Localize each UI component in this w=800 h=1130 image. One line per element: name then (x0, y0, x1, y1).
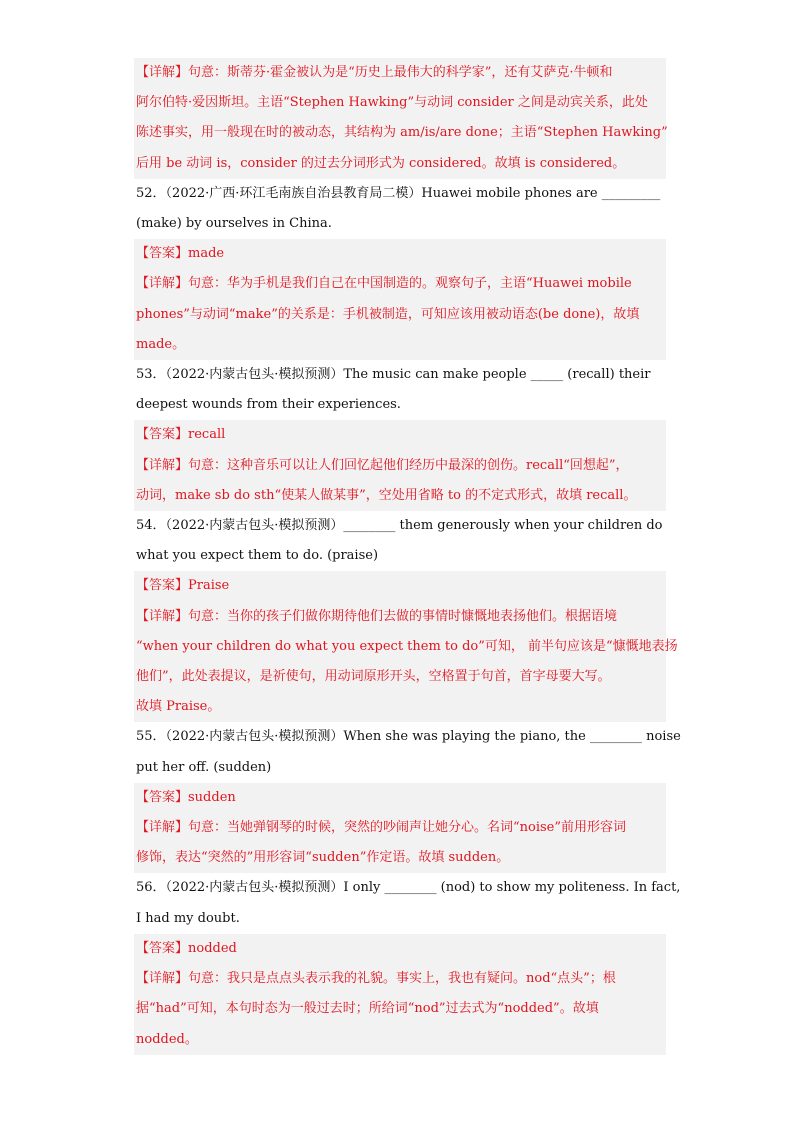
answer-explanation-block (134, 934, 666, 1055)
question-block (134, 179, 666, 239)
answer-line: 【答案】sudden (136, 789, 236, 805)
question-line: what you expect them to do. (praise) (136, 548, 379, 564)
answer-line: 【详解】句意：华为手机是我们自己在中国制造的。观察句子，主语“Huawei mobile (136, 276, 632, 292)
question-line: 54．（2022·内蒙古包头·模拟预测）________ them generously when your children do (136, 518, 663, 534)
answer-line: 修饰，表达“突然的”用形容词“sudden”作定语。故填 sudden。 (136, 850, 510, 866)
answer-line: 【答案】recall (136, 427, 226, 443)
question-line: deepest wounds from their experiences. (136, 397, 401, 413)
answer-explanation-block (134, 239, 666, 360)
question-block (134, 360, 666, 420)
question-block (134, 873, 681, 933)
answer-line: 他们”，此处表提议，是祈使句，用动词原形开头，空格置于句首，首字母要大写。 (136, 669, 611, 685)
answer-line: 据“had”可知，本句时态为一般过去时；所给词“nod”过去式为“nodded”。故填 (136, 1001, 599, 1017)
answer-line: 【答案】nodded (136, 940, 237, 956)
answer-explanation-block (134, 571, 678, 722)
answer-line: 【详解】句意：斯蒂芬·霍金被认为是“历史上最伟大的科学家”，还有艾萨克·牛顿和 (136, 65, 613, 80)
answer-line: 后用 be 动词 is，consider 的过去分词形式为 considered。故填 is considered。 (136, 155, 626, 171)
question-line: 52．（2022·广西·环江毛南族自治县教育局二模）Huawei mobile phones are _________ (136, 185, 661, 201)
answer-line: 【详解】句意：当你的孩子们做你期待他们去做的事情时慷慨地表扬他们。根据语境 (136, 608, 618, 624)
answer-explanation-block (134, 58, 666, 179)
question-line: put her off. (sudden) (136, 759, 272, 775)
answer-line: 【答案】Praise (136, 578, 230, 594)
answer-line: made。 (136, 336, 186, 352)
question-block (134, 722, 681, 782)
answer-line: phones”与动词“make”的关系是：手机被制造，可知应该用被动语态(be done)，故填 (136, 306, 640, 322)
answer-line: 【答案】made (136, 246, 225, 262)
answer-explanation-block (134, 420, 666, 511)
question-line: 53．（2022·内蒙古包头·模拟预测）The music can make people _____ (recall) their (136, 367, 651, 383)
question-line: 55．（2022·内蒙古包头·模拟预测）When she was playing the piano, the ________ noise (136, 729, 681, 745)
answer-line: 动词，make sb do sth“使某人做某事”，空处用省略 to 的不定式形式，故填 recall。 (136, 487, 637, 503)
document-page (134, 58, 681, 1055)
question-line: I had my doubt. (136, 910, 240, 926)
answer-line: 阿尔伯特·爱因斯坦。主语“Stephen Hawking”与动词 consider 之间是动宾关系，此处 (136, 95, 648, 111)
answer-line: “when your children do what you expect them to do”可知， 前半句应该是“慷慨地表扬 (136, 638, 678, 654)
answer-line: nodded。 (136, 1031, 198, 1047)
question-line: (make) by ourselves in China. (136, 216, 332, 232)
answer-line: 【详解】句意：当她弹钢琴的时候，突然的吵闹声让她分心。名词“noise”前用形容词 (136, 820, 627, 836)
question-line: 56．（2022·内蒙古包头·模拟预测）I only ________ (nod) to show my politeness. In fact, (136, 880, 681, 896)
answer-line: 陈述事实，用一般现在时的被动态，其结构为 am/is/are done；主语“Stephen Hawking” (136, 125, 668, 141)
answer-line: 故填 Praise。 (136, 699, 221, 715)
question-block (134, 511, 666, 571)
answer-explanation-block (134, 783, 666, 874)
answer-line: 【详解】句意：我只是点点头表示我的礼貌。事实上，我也有疑问。nod“点头”；根 (136, 971, 616, 987)
answer-line: 【详解】句意：这种音乐可以让人们回忆起他们经历中最深的创伤。recall“回想起”， (136, 457, 629, 473)
